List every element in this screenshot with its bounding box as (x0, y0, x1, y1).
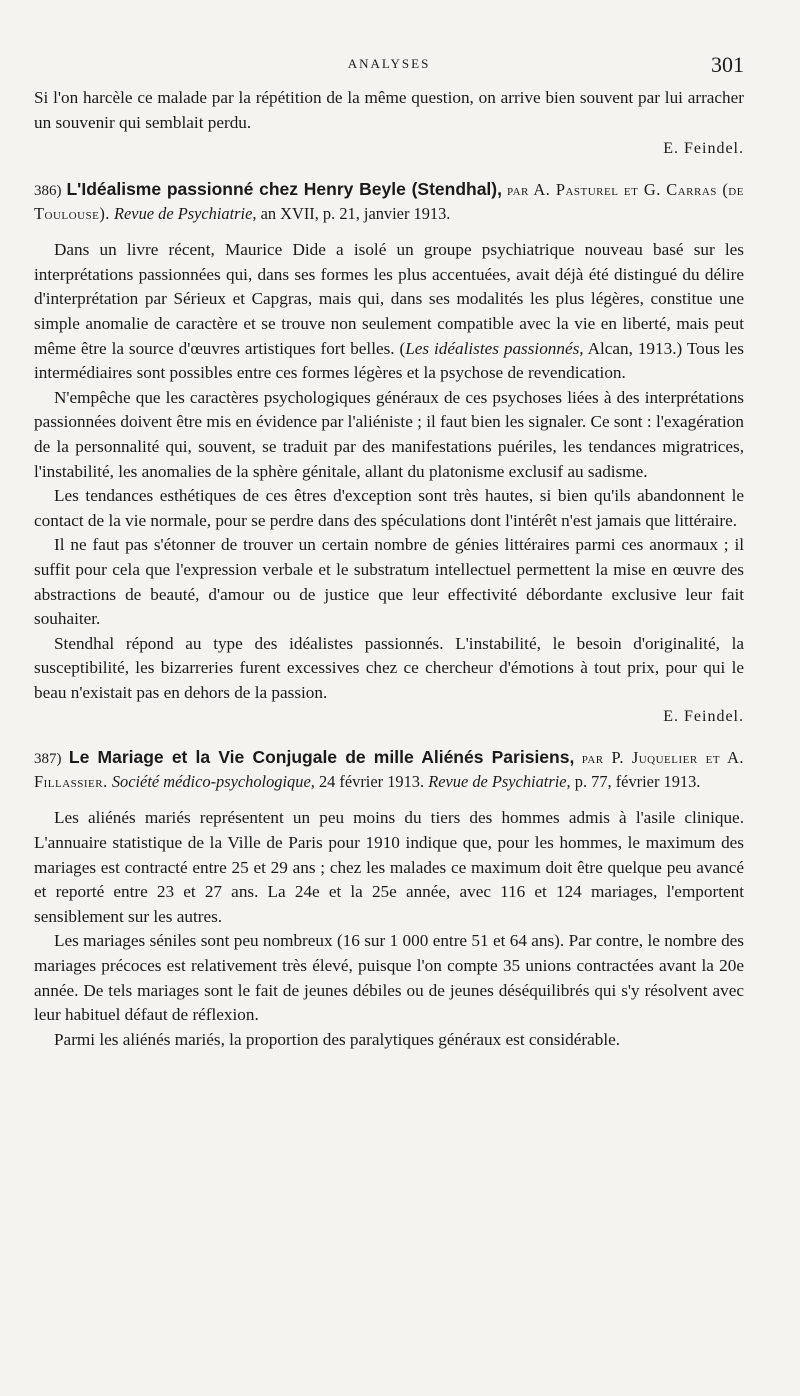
running-head (34, 52, 744, 86)
entry-386-p1-book-title: Les idéalistes passionnés, (405, 338, 584, 358)
entry-387-heading (34, 747, 744, 792)
intro-paragraph: Si l'on harcèle ce malade par la répétition de la même question, on arrive bien souvent par lui arracher un souvenir qui semblait perdu. (34, 88, 744, 132)
entry-386-heading (34, 179, 744, 224)
entry-386-title: L'Idéalisme passionné chez Henry Beyle (Stendhal), (66, 179, 502, 200)
entry-386-paragraph-2: N'empêche que les caractères psychologiques généraux de ces psychoses liées à des interprétations passionnées doivent être mis en évidence par l'aliéniste ; il faut bien les signaler. Ce sont : l'exagération de la personnalité qui, souvent, se traduit par des manifestations puériles, les tendances migratrices, l'instabilité, les anomalies de la sphère génitale, allant du platonisme exclusif au sadisme. (34, 387, 744, 481)
entry-387-date: 24 février 1913. (318, 771, 425, 791)
entry-387-paragraph-3: Parmi les aliénés mariés, la proportion des paralytiques généraux est considérable. (54, 1029, 621, 1049)
entry-386-signature: E. Feindel. (663, 708, 744, 726)
entry-387-authors: par P. Juquelier et A. Fillassier. (34, 748, 745, 791)
entry-386-paragraph-5: Stendhal répond au type des idéalistes passionnés. L'instabilité, le besoin d'originalité, la susceptibilité, les bizarreries furent excessives chez ce chercheur d'émotions à tout prix, pour qui le beau n'existait pas en dehors de la passion. (34, 633, 744, 702)
entry-387-journal: Revue de Psychiatrie, (428, 771, 571, 791)
entry-387-number: 387) (34, 751, 62, 768)
entry-387-paragraph-1: Les aliénés mariés représentent un peu moins du tiers des hommes admis à l'asile clinique. L'annuaire statistique de la Ville de Paris pour 1910 indique que, pour les hommes, le maximum des mariages est contracté entre 25 et 29 ans ; chez les malades ce maximum doit être quelque peu avancé et reporté entre 23 et 27 ans. La 24e et la 25e année, avec 116 et 124 mariages, l'emportent sensiblement sur les autres. (34, 808, 744, 926)
entry-387-society: Société médico-psychologique, (111, 771, 315, 791)
entry-386-number: 386) (34, 183, 62, 200)
entry-387-paragraph-2: Les mariages séniles sont peu nombreux (16 sur 1 000 entre 51 et 64 ans). Par contre, le nombre des mariages précoces est relativement très élevé, puisque l'on compte 35 unions contractées avant la 20e année. De tels mariages sont le fait de jeunes débiles ou de jeunes déséquilibrés qui s'y résolvent avec leur habituel défaut de réflexion. (34, 931, 744, 1025)
entry-386-authors: par A. Pasturel et G. Carras (de Toulouse). (34, 180, 744, 223)
page-number: 301 (711, 52, 744, 77)
entry-386-paragraph-1 (34, 238, 744, 386)
entry-386-p1-text-a: Dans un livre récent, Maurice Dide a isolé un groupe psychiatrique nouveau basé sur les interprétations passionnées qui, dans ses formes les plus accentuées, avait déjà été distingué du délire d'interprétation par Sérieux et Capgras, mais qui, dans ses modalités les plus légères, constitue une simple anomalie de caractère et se trouve non seulement compatible avec la vie en liberté, mais peut même être la source d'œuvres artistiques fort belles. ( (34, 240, 744, 358)
entry-386-paragraph-3: Les tendances esthétiques de ces êtres d'exception sont très hautes, si bien qu'ils abandonnent le contact de la vie normale, pour se perdre dans des spéculations dont l'intérêt n'est jamais que littéraire. (34, 486, 744, 530)
running-title: ANALYSES (347, 56, 431, 71)
entry-386-p1-text-b: Alcan, 1913.) Tous les intermédiaires sont possibles entre ces formes légères et la psychose de revendication. (34, 338, 744, 383)
entry-386-journal: Revue de Psychiatrie, (114, 203, 257, 223)
intro-signature: E. Feindel. (663, 140, 744, 158)
entry-386-details: an XVII, p. 21, janvier 1913. (260, 203, 451, 223)
entry-387-details: p. 77, février 1913. (574, 771, 701, 791)
entry-386-paragraph-4: Il ne faut pas s'étonner de trouver un certain nombre de génies littéraires parmi ces anormaux ; il suffit pour cela que l'expression verbale et le substratum intellectuel permettent la mise en œuvre des abstractions de beauté, d'amour ou de justice que leur effectivité débordante exclusive leur fait souhaiter. (34, 535, 744, 629)
entry-387-title: Le Mariage et la Vie Conjugale de mille Aliénés Parisiens, (68, 747, 575, 768)
